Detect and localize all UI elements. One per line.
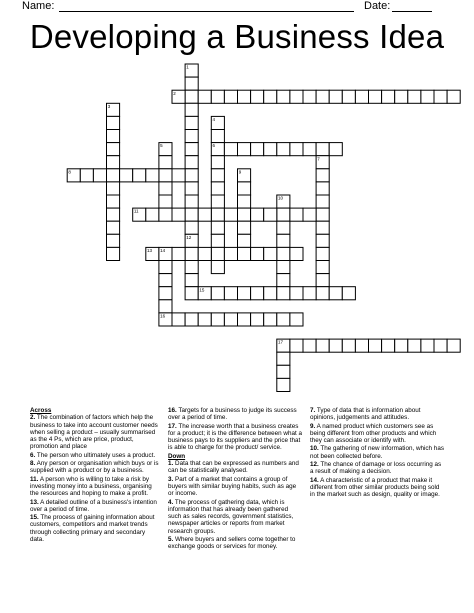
grid-cell[interactable] bbox=[434, 339, 447, 352]
grid-clue-number: 8 bbox=[68, 169, 71, 175]
grid-cell[interactable] bbox=[159, 182, 172, 195]
grid-cell[interactable] bbox=[329, 287, 342, 300]
grid-cell[interactable] bbox=[107, 169, 120, 182]
grid-cell[interactable] bbox=[238, 221, 251, 234]
grid-cell[interactable] bbox=[355, 90, 368, 103]
grid-cell[interactable] bbox=[264, 313, 277, 326]
grid-clue-number: 17 bbox=[278, 339, 284, 345]
clue-text: Part of a market that contains a group of buyers with similar buying habits, such as age or income. bbox=[168, 475, 297, 498]
grid-cell[interactable] bbox=[107, 116, 120, 129]
grid-cell[interactable] bbox=[277, 90, 290, 103]
clue-down-1 bbox=[168, 460, 302, 475]
clue-number: 5. bbox=[168, 536, 174, 544]
grid-cell[interactable] bbox=[185, 156, 198, 169]
grid-cell[interactable] bbox=[408, 90, 421, 103]
clue-text: Data that can be expressed as numbers and can be statistically analysed. bbox=[168, 460, 299, 475]
clue-down-9 bbox=[310, 423, 444, 445]
grid-cell[interactable] bbox=[238, 182, 251, 195]
grid-cell[interactable] bbox=[303, 143, 316, 156]
clue-number: 16. bbox=[168, 407, 177, 414]
grid-cell[interactable] bbox=[277, 208, 290, 221]
grid-cell[interactable] bbox=[159, 169, 172, 182]
grid-cell[interactable] bbox=[316, 274, 329, 287]
clue-across-15 bbox=[30, 514, 160, 543]
grid-cell[interactable] bbox=[185, 90, 198, 103]
grid-cell[interactable] bbox=[277, 143, 290, 156]
grid-cell[interactable] bbox=[146, 169, 159, 182]
grid-cell[interactable] bbox=[316, 90, 329, 103]
grid-cell[interactable] bbox=[185, 103, 198, 116]
grid-cell[interactable] bbox=[382, 90, 395, 103]
grid-cell[interactable] bbox=[198, 90, 211, 103]
clue-number: 12. bbox=[310, 461, 319, 469]
grid-cell[interactable] bbox=[211, 182, 224, 195]
clue-text: The chance of damage or loss occurring as a result of making a decision. bbox=[310, 461, 442, 476]
grid-cell[interactable] bbox=[80, 169, 93, 182]
grid-cell[interactable] bbox=[303, 287, 316, 300]
grid-cell[interactable] bbox=[329, 143, 342, 156]
grid-cell[interactable] bbox=[211, 287, 224, 300]
grid-cell[interactable] bbox=[185, 143, 198, 156]
clue-number: 14. bbox=[310, 476, 319, 484]
grid-cell[interactable] bbox=[224, 90, 237, 103]
grid-cell[interactable] bbox=[107, 182, 120, 195]
grid-cell[interactable] bbox=[159, 208, 172, 221]
grid-cell[interactable] bbox=[303, 208, 316, 221]
clue-down-12 bbox=[310, 461, 444, 476]
grid-cell[interactable] bbox=[211, 130, 224, 143]
grid-cell[interactable] bbox=[342, 90, 355, 103]
grid-clue-number: 3 bbox=[107, 103, 111, 109]
clue-across-11 bbox=[30, 476, 160, 498]
grid-cell[interactable] bbox=[251, 90, 264, 103]
grid-cell[interactable] bbox=[224, 143, 237, 156]
grid-clue-number: 12 bbox=[186, 234, 192, 240]
clue-text: A named product which customers see as being different from other products and which they can associate or identify with. bbox=[310, 422, 437, 445]
clue-number: 15. bbox=[30, 514, 39, 522]
grid-clue-number: 1 bbox=[186, 64, 189, 70]
grid-cell[interactable] bbox=[211, 156, 224, 169]
grid-cell[interactable] bbox=[290, 287, 303, 300]
clue-down-7 bbox=[310, 407, 444, 422]
grid-cell[interactable] bbox=[421, 339, 434, 352]
grid-cell[interactable] bbox=[238, 143, 251, 156]
grid-clue-number: 6 bbox=[212, 143, 216, 149]
clue-text: A characteristic of a product that make it different from other similar products being sold in the market such as design, quality or image. bbox=[310, 476, 440, 499]
grid-cell[interactable] bbox=[159, 156, 172, 169]
grid-cell[interactable] bbox=[211, 234, 224, 247]
clue-across-13 bbox=[30, 499, 160, 514]
grid-cell[interactable] bbox=[434, 90, 447, 103]
grid-cell[interactable] bbox=[369, 339, 382, 352]
grid-cell[interactable] bbox=[342, 339, 355, 352]
grid-cell[interactable] bbox=[107, 143, 120, 156]
grid-cell[interactable] bbox=[329, 90, 342, 103]
grid-cell[interactable] bbox=[238, 195, 251, 208]
clue-down-3 bbox=[168, 476, 302, 498]
grid-cell[interactable] bbox=[172, 169, 185, 182]
grid-cell[interactable] bbox=[133, 169, 146, 182]
grid-cell[interactable] bbox=[251, 143, 264, 156]
grid-cell[interactable] bbox=[172, 313, 185, 326]
grid-clue-number: 16 bbox=[160, 313, 166, 319]
grid-clue-number: 11 bbox=[133, 208, 139, 214]
grid-cell[interactable] bbox=[107, 234, 120, 247]
clue-text: The process of gathering data, which is information that has already been gathered such as sales records, government statistics, newspaper articles or reports from market research groups. bbox=[168, 498, 294, 535]
grid-cell[interactable] bbox=[277, 313, 290, 326]
clue-number: 11. bbox=[30, 475, 39, 483]
grid-clue-number: 9 bbox=[238, 169, 242, 175]
grid-cell[interactable] bbox=[211, 195, 224, 208]
grid-cell[interactable] bbox=[107, 221, 120, 234]
grid-cell[interactable] bbox=[185, 195, 198, 208]
clue-column-3 bbox=[310, 407, 444, 500]
grid-cell[interactable] bbox=[369, 90, 382, 103]
clue-number: 9. bbox=[310, 422, 316, 430]
grid-cell[interactable] bbox=[159, 274, 172, 287]
grid-cell[interactable] bbox=[224, 313, 237, 326]
clue-number: 3. bbox=[168, 475, 174, 483]
clue-text: The process of gaining information about customers, competitors and market trends through collecting primary and secondary data. bbox=[30, 514, 155, 544]
grid-clue-number: 7 bbox=[317, 156, 320, 162]
clue-down-14 bbox=[310, 477, 444, 499]
grid-clue-number: 10 bbox=[278, 195, 284, 201]
grid-cell[interactable] bbox=[316, 247, 329, 260]
clue-down-4 bbox=[168, 499, 302, 535]
grid-cell[interactable] bbox=[211, 208, 224, 221]
grid-cell[interactable] bbox=[277, 234, 290, 247]
grid-cell[interactable] bbox=[185, 313, 198, 326]
grid-cell[interactable] bbox=[316, 143, 329, 156]
grid-cell[interactable] bbox=[329, 339, 342, 352]
grid-cell[interactable] bbox=[185, 208, 198, 221]
grid-cell[interactable] bbox=[198, 313, 211, 326]
grid-cell[interactable] bbox=[290, 90, 303, 103]
grid-cell[interactable] bbox=[238, 313, 251, 326]
grid-cell[interactable] bbox=[277, 287, 290, 300]
clue-across-16 bbox=[168, 407, 302, 422]
clue-number: 6. bbox=[30, 451, 36, 459]
grid-cell[interactable] bbox=[447, 90, 460, 103]
clue-number: 2. bbox=[30, 414, 36, 422]
grid-cell[interactable] bbox=[224, 287, 237, 300]
page-title: Developing a Business Idea bbox=[29, 18, 445, 55]
grid-cell[interactable] bbox=[316, 182, 329, 195]
grid-cell[interactable] bbox=[159, 287, 172, 300]
grid-cell[interactable] bbox=[107, 247, 120, 260]
grid-clue-number: 4 bbox=[212, 117, 216, 122]
grid-cell[interactable] bbox=[159, 195, 172, 208]
grid-cell[interactable] bbox=[107, 195, 120, 208]
clue-number: 1. bbox=[168, 460, 174, 468]
clue-across-17 bbox=[168, 423, 302, 452]
clue-number: 8. bbox=[30, 460, 36, 468]
grid-cell[interactable] bbox=[277, 261, 290, 274]
clue-text: Type of data that is information about opinions, judgements and attitudes. bbox=[310, 407, 421, 422]
grid-cell[interactable] bbox=[185, 247, 198, 260]
grid-cell[interactable] bbox=[251, 313, 264, 326]
grid-cell[interactable] bbox=[185, 287, 198, 300]
clue-text: The gathering of new information, which has not been collected before. bbox=[310, 445, 444, 460]
grid-cell[interactable] bbox=[159, 300, 172, 313]
clue-number: 17. bbox=[168, 422, 177, 430]
grid-cell[interactable] bbox=[316, 208, 329, 221]
grid-cell[interactable] bbox=[107, 208, 120, 221]
clue-number: 4. bbox=[168, 498, 174, 506]
grid-cell[interactable] bbox=[395, 339, 408, 352]
grid-cell[interactable] bbox=[277, 365, 290, 378]
grid-clue-number: 5 bbox=[160, 143, 163, 149]
grid-cell[interactable] bbox=[224, 247, 237, 260]
grid-cell[interactable] bbox=[290, 247, 303, 260]
grid-cell[interactable] bbox=[395, 90, 408, 103]
grid-cell[interactable] bbox=[316, 169, 329, 182]
grid-cell[interactable] bbox=[159, 261, 172, 274]
grid-cell[interactable] bbox=[277, 352, 290, 365]
grid-cell[interactable] bbox=[290, 208, 303, 221]
grid-cell[interactable] bbox=[251, 208, 264, 221]
clue-column-2 bbox=[168, 407, 302, 552]
grid-cell[interactable] bbox=[238, 234, 251, 247]
grid-clue-number: 15 bbox=[199, 287, 205, 293]
clue-down-5 bbox=[168, 536, 302, 551]
grid-cell[interactable] bbox=[303, 339, 316, 352]
clue-down-10 bbox=[310, 445, 444, 460]
grid-cell[interactable] bbox=[447, 339, 460, 352]
grid-cell[interactable] bbox=[185, 274, 198, 287]
grid-cell[interactable] bbox=[185, 182, 198, 195]
across-heading: Across bbox=[30, 407, 52, 414]
grid-cell[interactable] bbox=[211, 169, 224, 182]
clue-text: Targets for a business to judge its success over a period of time. bbox=[168, 407, 297, 422]
grid-cell[interactable] bbox=[172, 247, 185, 260]
grid-cell[interactable] bbox=[264, 90, 277, 103]
grid-cell[interactable] bbox=[211, 261, 224, 274]
grid-cell[interactable] bbox=[238, 90, 251, 103]
clue-text: A person who is willing to take a risk by investing money into a business, organising the resources and hoping to make a profit. bbox=[30, 475, 152, 498]
grid-cell[interactable] bbox=[107, 156, 120, 169]
clue-text: Any person or organisation which buys or is supplied with a product or by a business. bbox=[30, 460, 159, 475]
grid-cell[interactable] bbox=[211, 221, 224, 234]
grid-cell[interactable] bbox=[264, 287, 277, 300]
clue-text: The increase worth that a business creates for a product; it is the difference between what a business pays to its suppliers and the price that is able to charge for the product/ service. bbox=[168, 422, 302, 452]
grid-cell[interactable] bbox=[421, 90, 434, 103]
grid-clue-number: 2 bbox=[173, 90, 176, 96]
grid-cell[interactable] bbox=[238, 247, 251, 260]
grid-cell[interactable] bbox=[408, 339, 421, 352]
name-label: Name: bbox=[22, 0, 55, 12]
grid-cell[interactable] bbox=[146, 208, 159, 221]
grid-cell[interactable] bbox=[316, 287, 329, 300]
grid-cell[interactable] bbox=[316, 234, 329, 247]
clue-number: 10. bbox=[310, 445, 319, 453]
grid-cell[interactable] bbox=[198, 247, 211, 260]
grid-cell[interactable] bbox=[172, 208, 185, 221]
grid-cell[interactable] bbox=[211, 247, 224, 260]
grid-cell[interactable] bbox=[238, 208, 251, 221]
grid-cell[interactable] bbox=[185, 261, 198, 274]
date-label: Date: bbox=[364, 0, 391, 12]
grid-cell[interactable] bbox=[93, 169, 106, 182]
grid-clue-number: 13 bbox=[147, 248, 153, 253]
grid-cell[interactable] bbox=[264, 143, 277, 156]
grid-cell[interactable] bbox=[382, 339, 395, 352]
grid-cell[interactable] bbox=[224, 208, 237, 221]
grid-cell[interactable] bbox=[277, 221, 290, 234]
grid-cell[interactable] bbox=[211, 90, 224, 103]
grid-cell[interactable] bbox=[198, 208, 211, 221]
clue-text: Where buyers and sellers come together to exchange goods or services for money. bbox=[168, 536, 296, 551]
clue-across-2 bbox=[30, 414, 160, 450]
clue-number: 7. bbox=[310, 407, 316, 414]
down-heading: Down bbox=[168, 452, 186, 460]
grid-cell[interactable] bbox=[251, 287, 264, 300]
grid-cell[interactable] bbox=[264, 208, 277, 221]
clue-text: A detailed outline of a business's intention over a period of time. bbox=[30, 498, 157, 513]
grid-cell[interactable] bbox=[238, 287, 251, 300]
grid-cell[interactable] bbox=[316, 195, 329, 208]
grid-cell[interactable] bbox=[120, 169, 133, 182]
grid-cell[interactable] bbox=[264, 247, 277, 260]
grid-cell[interactable] bbox=[290, 339, 303, 352]
grid-cell[interactable] bbox=[277, 274, 290, 287]
clue-across-8 bbox=[30, 460, 160, 475]
grid-cell[interactable] bbox=[211, 313, 224, 326]
grid-cell[interactable] bbox=[185, 169, 198, 182]
grid-cell[interactable] bbox=[277, 247, 290, 260]
grid-cell[interactable] bbox=[251, 247, 264, 260]
grid-cell[interactable] bbox=[342, 287, 355, 300]
grid-cell[interactable] bbox=[316, 261, 329, 274]
grid-cell[interactable] bbox=[316, 339, 329, 352]
clue-across-6 bbox=[30, 452, 160, 459]
grid-cell[interactable] bbox=[316, 221, 329, 234]
grid-clue-number: 14 bbox=[160, 248, 166, 253]
grid-cell[interactable] bbox=[185, 221, 198, 234]
grid-cell[interactable] bbox=[290, 143, 303, 156]
clue-number: 13. bbox=[30, 498, 39, 506]
clue-text: The person who ultimately uses a product. bbox=[36, 451, 156, 459]
grid-cell[interactable] bbox=[185, 77, 198, 90]
grid-cell[interactable] bbox=[290, 313, 303, 326]
clue-column-1 bbox=[30, 407, 160, 544]
clue-text: The combination of factors which help the business to take into account customer needs when selling a product – usually summarised as the 4 Ps, which are price, product, promotion and place bbox=[30, 414, 158, 451]
grid-cell[interactable] bbox=[185, 130, 198, 143]
grid-cell[interactable] bbox=[303, 90, 316, 103]
grid-cell[interactable] bbox=[355, 339, 368, 352]
grid-cell[interactable] bbox=[107, 130, 120, 143]
grid-cell[interactable] bbox=[277, 378, 290, 391]
grid-cell[interactable] bbox=[185, 116, 198, 129]
